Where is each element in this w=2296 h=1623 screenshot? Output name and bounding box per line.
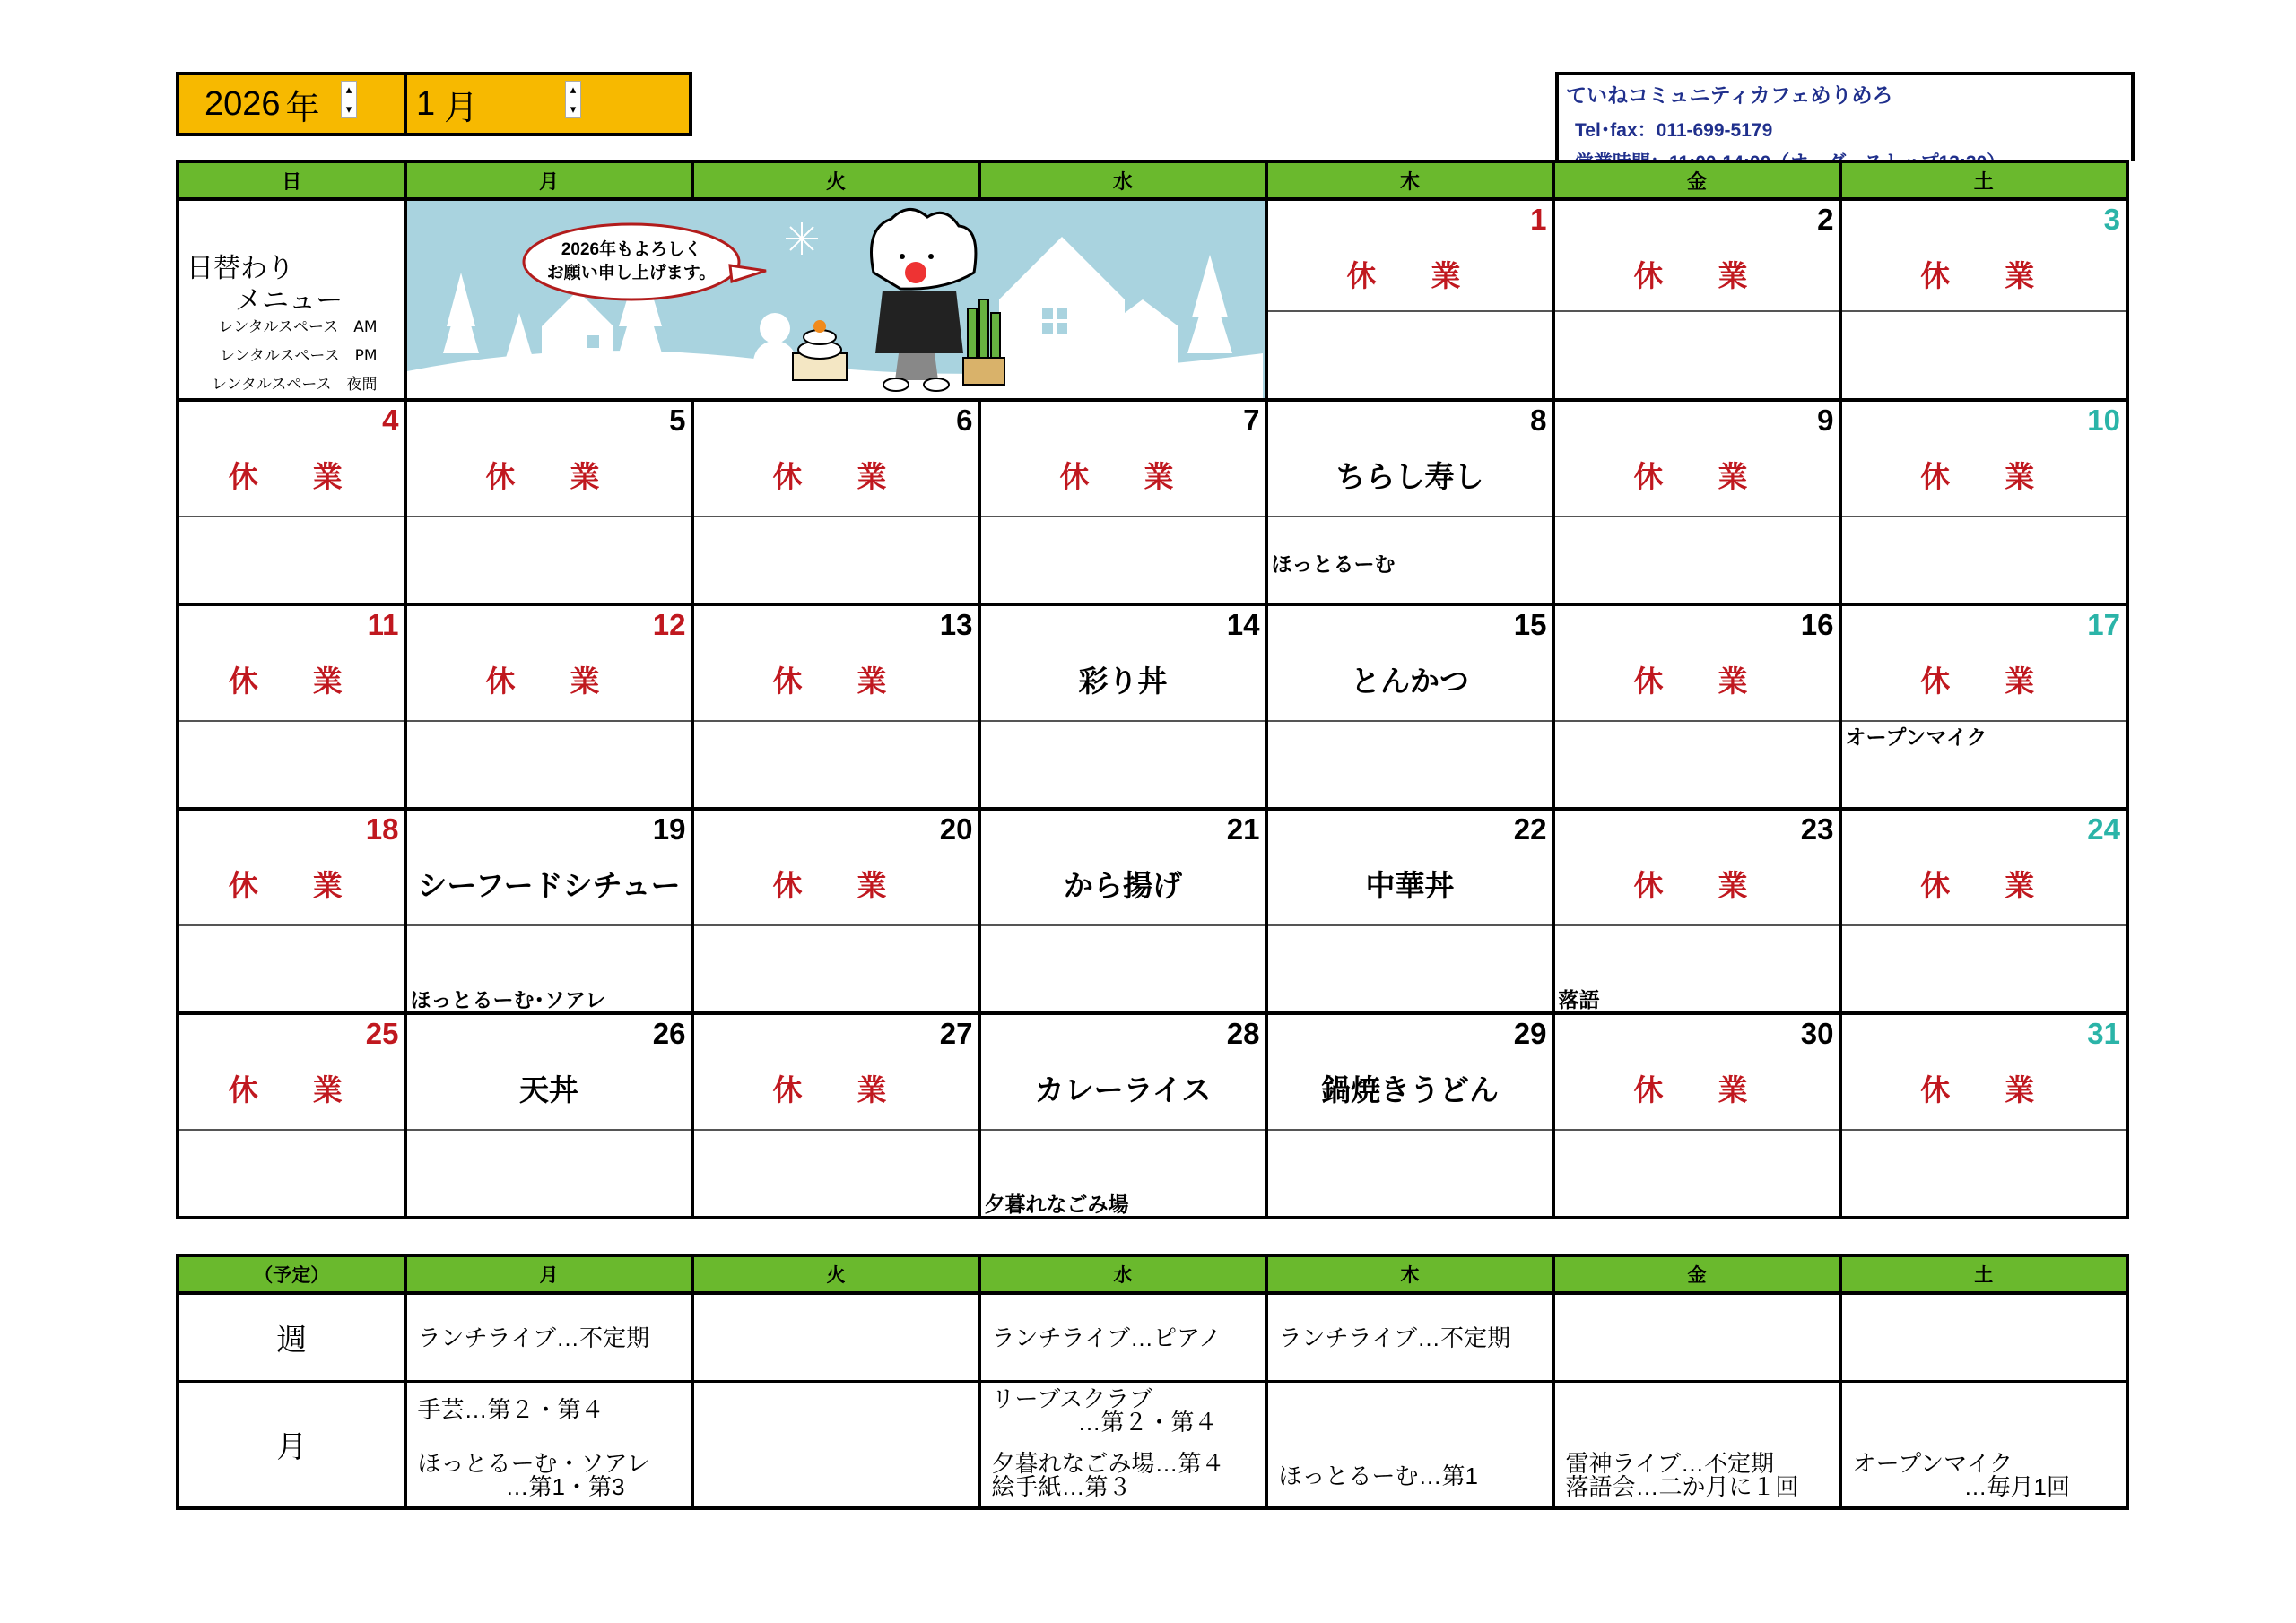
daily-menu: ちらし寿し [1335, 460, 1484, 493]
weekly-thu-text: ランチライブ…不定期 [1278, 1324, 1510, 1351]
day-number: 21 [1226, 812, 1260, 846]
weekday-wed: 水 [979, 161, 1266, 199]
legend-am: レンタルスペース AM [218, 318, 378, 336]
day-number: 30 [1800, 1017, 1834, 1050]
event-label: ほっとるーむ [1271, 552, 1396, 576]
monthly-wed-line: 絵手紙…第３ [991, 1472, 1132, 1500]
day-cell-menu [979, 604, 1266, 721]
day-number: 28 [1226, 1017, 1260, 1050]
weekday-thu: 木 [1266, 161, 1553, 199]
week-rental-row [178, 516, 2127, 604]
closed-label: 休 業 [228, 460, 355, 493]
new-year-banner [405, 199, 1266, 400]
monthly-mon-line: 手芸…第２・第４ [417, 1395, 604, 1423]
day-cell-rental [1553, 721, 1840, 809]
day-cell-menu [692, 1013, 979, 1130]
day-number: 22 [1513, 812, 1547, 846]
day-number: 31 [2087, 1017, 2120, 1050]
monthly-sat-line: オープンマイク [1852, 1449, 2013, 1477]
daily-menu: シーフードシチュー [417, 869, 681, 902]
monthly-fri [1553, 1381, 1840, 1508]
day-cell-rental [1840, 1130, 2127, 1218]
weekly-thu [1266, 1293, 1553, 1381]
month-select[interactable] [407, 75, 689, 133]
weekly-wed [979, 1293, 1266, 1381]
weekly-fri [1553, 1293, 1840, 1381]
day-cell-menu [692, 809, 979, 925]
year-spinner[interactable] [341, 81, 357, 118]
day-number: 12 [652, 608, 686, 641]
legend-title-1: 日替わり [187, 253, 294, 284]
day-cell-menu [178, 604, 405, 721]
day-cell-menu [1266, 809, 1553, 925]
monthly-fri-line: 雷神ライブ…不定期 [1565, 1449, 1774, 1477]
cafe-info [1555, 72, 2135, 161]
monthly-mon [405, 1381, 692, 1508]
closed-label: 休 業 [1920, 259, 2048, 292]
schedule-header-tue: 火 [692, 1255, 979, 1293]
year-month-selector [176, 72, 692, 136]
day-cell-rental [178, 925, 405, 1013]
day-number: 7 [1243, 404, 1260, 437]
daily-menu: 彩り丼 [1078, 664, 1168, 698]
monthly-row [178, 1381, 2127, 1508]
event-label: 夕暮れなごみ場 [984, 1193, 1129, 1216]
day-number: 11 [367, 608, 399, 641]
day-cell-menu [1840, 400, 2127, 516]
day-cell-menu [1266, 604, 1553, 721]
day-cell-rental [1840, 311, 2127, 400]
day-number: 25 [365, 1017, 399, 1050]
monthly-mon-line: …第1・第3 [505, 1472, 625, 1500]
month-spinner[interactable] [565, 81, 581, 118]
day-cell-menu [178, 1013, 405, 1130]
weekday-fri: 金 [1553, 161, 1840, 199]
cafe-tel: Tel･fax：011-699-5179 [1575, 120, 1773, 141]
monthly-sat [1840, 1381, 2127, 1508]
weekly-wed-text: ランチライブ…ピアノ [991, 1324, 1222, 1351]
cafe-name: ていねコミュニティカフェめりめろ [1566, 83, 1893, 107]
day-cell-rental [1266, 721, 1553, 809]
day-cell-menu [1840, 199, 2127, 311]
day-cell-rental [692, 516, 979, 604]
day-cell-rental [405, 721, 692, 809]
year-unit: 年 [285, 89, 320, 127]
closed-label: 休 業 [772, 869, 900, 902]
monthly-wed [979, 1381, 1266, 1508]
day-number: 16 [1800, 608, 1834, 641]
day-cell-menu [1840, 604, 2127, 749]
closed-label: 休 業 [772, 1073, 900, 1107]
daily-menu: 中華丼 [1365, 869, 1455, 902]
week-rental-row [178, 1130, 2127, 1218]
day-number: 13 [939, 608, 973, 641]
day-cell-rental [178, 1130, 405, 1218]
day-cell-rental [1266, 925, 1553, 1013]
schedule-header-thu: 木 [1266, 1255, 1553, 1293]
day-cell-menu [1553, 809, 1840, 925]
day-cell-rental [1553, 925, 1840, 1013]
day-cell-menu [405, 809, 692, 925]
closed-label: 休 業 [1920, 460, 2048, 493]
day-number: 5 [669, 404, 686, 437]
spin-up-icon[interactable]: ▴ [570, 82, 577, 96]
monthly-thu-line: ほっとるーむ…第1 [1278, 1462, 1478, 1489]
closed-label: 休 業 [228, 664, 355, 698]
day-cell-rental [405, 925, 692, 1013]
daily-menu: 鍋焼きうどん [1321, 1073, 1499, 1107]
legend-pm: レンタルスペース PM [220, 347, 378, 365]
week-rental-row [178, 721, 2127, 809]
year-value: 2026 [204, 84, 281, 123]
day-number: 10 [2087, 404, 2120, 437]
day-cell-menu [1553, 604, 1840, 721]
event-label: オープンマイク [1845, 725, 1987, 749]
year-select[interactable] [179, 75, 407, 133]
day-number: 19 [652, 812, 686, 846]
day-cell-menu [1553, 400, 1840, 516]
day-cell-rental [979, 1130, 1266, 1218]
closed-label: 休 業 [1633, 869, 1761, 902]
day-number: 3 [2103, 203, 2120, 236]
day-cell-menu [1553, 199, 1840, 311]
week-row [178, 1013, 2127, 1130]
closed-label: 休 業 [228, 1073, 355, 1107]
day-cell-rental [1553, 311, 1840, 400]
day-cell-rental [1840, 721, 2127, 809]
day-cell-rental [692, 925, 979, 1013]
monthly-sat-line: …毎月1回 [1963, 1472, 2070, 1500]
monthly-fri-line: 落語会…二か月に１回 [1565, 1472, 1799, 1500]
day-cell-menu [1553, 1013, 1840, 1130]
day-cell-rental [1840, 925, 2127, 1013]
weekly-row [178, 1293, 2127, 1381]
daily-menu: 天丼 [519, 1073, 578, 1107]
day-number: 1 [1530, 203, 1547, 236]
day-cell-rental [1266, 1130, 1553, 1218]
closed-label: 休 業 [228, 869, 355, 902]
day-cell-rental [979, 721, 1266, 809]
weekly-mon [405, 1293, 692, 1381]
day-cell-rental [1553, 1130, 1840, 1218]
weekday-mon: 月 [405, 161, 692, 199]
legend-night: レンタルスペース 夜間 [211, 376, 378, 394]
weekday-sat: 土 [1840, 161, 2127, 199]
day-cell-rental [178, 516, 405, 604]
event-label: 落語 [1558, 988, 1600, 1011]
monthly-wed-line: リーブスクラブ [991, 1384, 1153, 1412]
day-cell-menu [1840, 1013, 2127, 1130]
day-cell-rental [692, 1130, 979, 1218]
day-cell-rental [1840, 516, 2127, 604]
day-cell-menu [979, 400, 1266, 516]
daily-menu: から揚げ [1064, 869, 1182, 902]
schedule-header-wed: 水 [979, 1255, 1266, 1293]
daily-menu: とんかつ [1351, 664, 1469, 698]
monthly-wed-line: …第２・第４ [1077, 1408, 1218, 1436]
day-cell-rental [1266, 516, 1553, 604]
day-cell-menu [692, 400, 979, 516]
day-number: 4 [382, 404, 399, 437]
day-cell-rental [405, 516, 692, 604]
monthly-wed-line: 夕暮れなごみ場…第４ [991, 1449, 1225, 1477]
day-cell-menu [1266, 1013, 1553, 1130]
week-row [178, 604, 2127, 721]
regular-schedule-table [176, 1254, 2129, 1510]
month-unit: 月 [444, 89, 479, 127]
closed-label: 休 業 [485, 460, 613, 493]
day-number: 24 [2087, 812, 2120, 846]
schedule-header [178, 1255, 2127, 1293]
weekday-sun: 日 [178, 161, 405, 199]
monthly-tue [692, 1381, 979, 1508]
day-cell-rental [979, 516, 1266, 604]
weekly-tue [692, 1293, 979, 1381]
kadomatsu-illustration [963, 299, 1004, 385]
closed-label: 休 業 [772, 664, 900, 698]
daily-menu: カレーライス [1034, 1073, 1212, 1107]
day-cell-menu [405, 400, 692, 516]
week-row [178, 809, 2127, 925]
week-row [178, 400, 2127, 516]
day-cell-rental [1553, 516, 1840, 604]
weekly-sat [1840, 1293, 2127, 1381]
banner-text-line1: 2026年もよろしく [561, 240, 701, 259]
legend-title-2: メニュー [235, 285, 343, 317]
day-number: 26 [652, 1017, 686, 1050]
weekly-mon-text: ランチライブ…不定期 [417, 1324, 649, 1351]
closed-label: 休 業 [1633, 1073, 1761, 1107]
day-cell-rental [692, 721, 979, 809]
day-cell-menu [1840, 809, 2127, 925]
closed-label: 休 業 [1633, 259, 1761, 292]
day-cell-menu [979, 1013, 1266, 1130]
week-rental-row [178, 925, 2127, 1013]
day-number: 18 [365, 812, 399, 846]
spin-down-icon[interactable]: ▾ [570, 102, 577, 116]
closed-label: 休 業 [1920, 869, 2048, 902]
day-number: 20 [939, 812, 973, 846]
schedule-header-mon: 月 [405, 1255, 692, 1293]
day-cell-rental [178, 721, 405, 809]
spin-up-icon[interactable]: ▴ [345, 82, 352, 96]
day-number: 17 [2087, 608, 2120, 641]
menu-legend [178, 199, 405, 400]
day-cell-rental [979, 925, 1266, 1013]
monthly-mon-line: ほっとるーむ・ソアレ [417, 1449, 650, 1477]
closed-label: 休 業 [1633, 460, 1761, 493]
closed-label: 休 業 [1346, 259, 1474, 292]
day-cell-menu [405, 604, 692, 721]
weekday-header [178, 161, 2127, 199]
day-number: 9 [1817, 404, 1834, 437]
monthly-thu [1266, 1381, 1553, 1508]
schedule-header-label: （予定） [178, 1255, 405, 1293]
closed-label: 休 業 [1920, 664, 2048, 698]
day-number: 8 [1530, 404, 1547, 437]
schedule-header-sat: 土 [1840, 1255, 2127, 1293]
weekday-tue: 火 [692, 161, 979, 199]
spin-down-icon[interactable]: ▾ [345, 102, 352, 116]
day-number: 2 [1817, 203, 1834, 236]
closed-label: 休 業 [1633, 664, 1761, 698]
monthly-label: 月 [178, 1381, 405, 1508]
banner-text-line2: お願い申し上げます。 [546, 264, 716, 282]
month-value: 1 [416, 84, 436, 123]
day-cell-menu [178, 809, 405, 925]
winter-scene-illustration [407, 201, 1263, 398]
day-cell-menu [1266, 199, 1553, 311]
closed-label: 休 業 [1059, 460, 1187, 493]
day-cell-rental [405, 1130, 692, 1218]
day-cell-menu [178, 400, 405, 516]
day-number: 15 [1513, 608, 1547, 641]
day-cell-rental [1266, 311, 1553, 400]
day-number: 27 [939, 1017, 973, 1050]
day-number: 23 [1800, 812, 1834, 846]
closed-label: 休 業 [485, 664, 613, 698]
schedule-header-fri: 金 [1553, 1255, 1840, 1293]
calendar-grid [176, 160, 2129, 1219]
event-label: ほっとるーむ･ソアレ [410, 988, 606, 1011]
day-cell-menu [979, 809, 1266, 925]
day-cell-menu [405, 1013, 692, 1130]
weekly-label: 週 [178, 1293, 405, 1381]
closed-label: 休 業 [1920, 1073, 2048, 1107]
day-number: 29 [1513, 1017, 1547, 1050]
day-number: 14 [1226, 608, 1260, 641]
day-cell-menu [692, 604, 979, 721]
day-number: 6 [956, 404, 973, 437]
closed-label: 休 業 [772, 460, 900, 493]
day-cell-menu [1266, 400, 1553, 516]
